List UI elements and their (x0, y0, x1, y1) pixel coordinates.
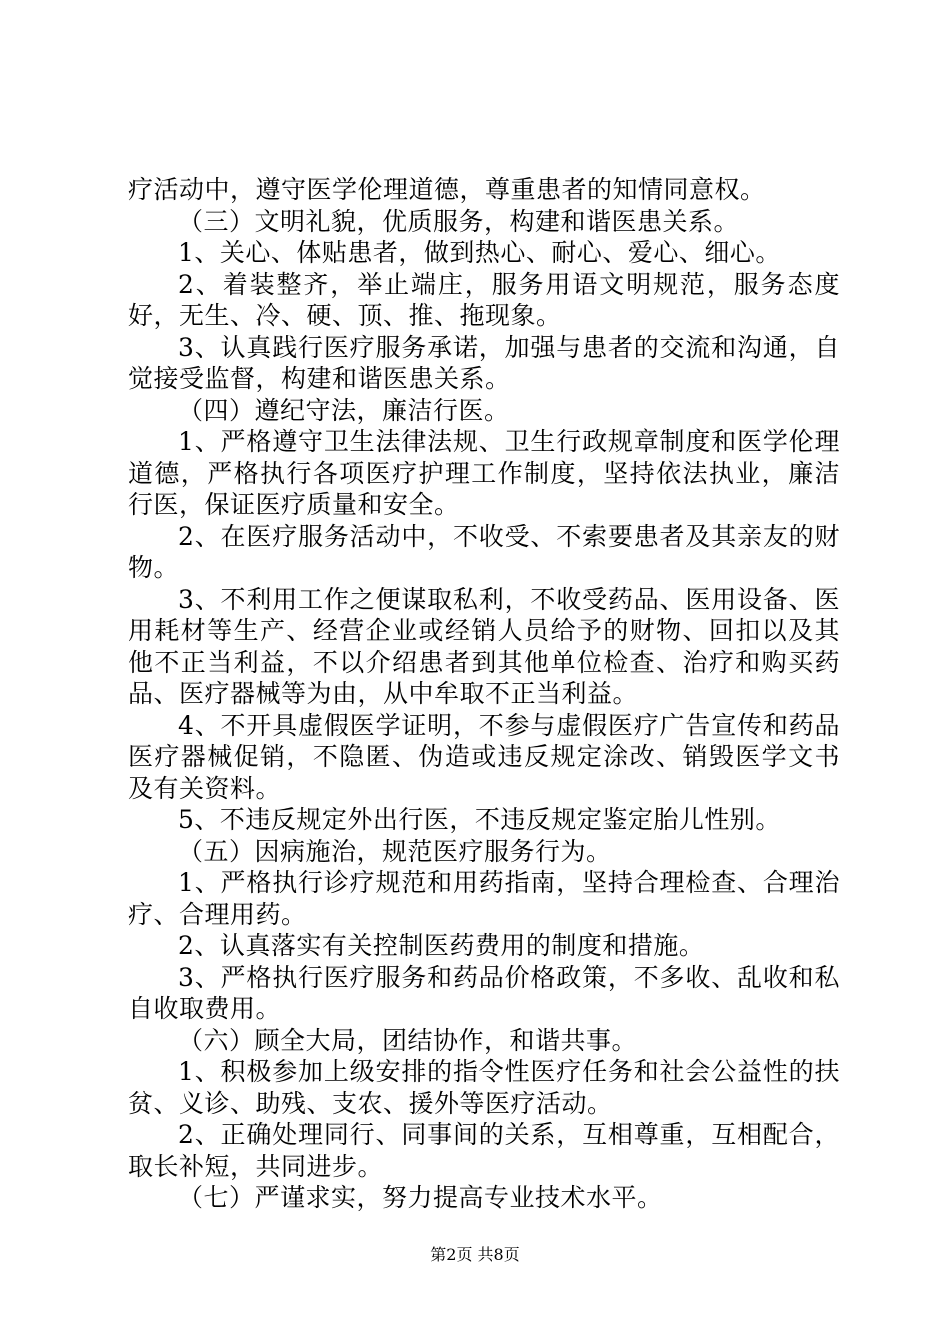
paragraph-item: 3、认真践行医疗服务承诺，加强与患者的交流和沟通，自觉接受监督，构建和谐医患关系。 (128, 332, 840, 393)
paragraph-item: 2、正确处理同行、同事间的关系，互相尊重，互相配合，取长补短，共同进步。 (128, 1120, 840, 1181)
paragraph-item: 1、积极参加上级安排的指令性医疗任务和社会公益性的扶贫、义诊、助残、支农、援外等医疗活动。 (128, 1057, 840, 1118)
paragraph-item: 2、在医疗服务活动中，不收受、不索要患者及其亲友的财物。 (128, 521, 840, 582)
section-heading-7: （七）严谨求实，努力提高专业技术水平。 (178, 1183, 663, 1212)
paragraph-item: 3、严格执行医疗服务和药品价格政策，不多收、乱收和私自收取费用。 (128, 962, 840, 1023)
page-number-label: 第2页 共8页 (430, 1245, 520, 1264)
paragraph-item: 3、不利用工作之便谋取私利，不收受药品、医用设备、医用耗材等生产、经营企业或经销人员给予的财物、回扣以及其他不正当利益，不以介绍患者到其他单位检查、治疗和购买药品、医疗器械等为由，从中牟取不正当利益。 (128, 584, 840, 708)
paragraph-item: 4、不开具虚假医学证明，不参与虚假医疗广告宣传和药品医疗器械促销，不隐匿、伪造或违反规定涂改、销毁医学文书及有关资料。 (128, 710, 840, 803)
section-heading-3: （三）文明礼貌，优质服务，构建和谐医患关系。 (178, 206, 740, 236)
paragraph-item: 2、着装整齐，举止端庄，服务用语文明规范，服务态度好，无生、冷、硬、顶、推、拖现象。 (128, 269, 840, 330)
section-heading-6: （六）顾全大局，团结协作，和谐共事。 (178, 1025, 638, 1055)
section-heading-4: （四）遵纪守法，廉洁行医。 (178, 395, 510, 425)
paragraph-item: 1、严格执行诊疗规范和用药指南，坚持合理检查、合理治疗、合理用药。 (128, 868, 840, 929)
paragraph-item: 5、不违反规定外出行医，不违反规定鉴定胎儿性别。 (178, 805, 781, 834)
document-body (128, 174, 840, 1214)
paragraph-item: 1、严格遵守卫生法律法规、卫生行政规章制度和医学伦理道德，严格执行各项医疗护理工作制度，坚持依法执业，廉洁行医，保证医疗质量和安全。 (128, 427, 840, 519)
paragraph-item: 1、关心、体贴患者，做到热心、耐心、爱心、细心。 (178, 238, 781, 267)
section-heading-5: （五）因病施治，规范医疗服务行为。 (178, 836, 612, 866)
paragraph-item: 2、认真落实有关控制医药费用的制度和措施。 (178, 931, 705, 960)
page-footer (0, 1242, 950, 1265)
paragraph-continuation: 疗活动中，遵守医学伦理道德，尊重患者的知情同意权。 (128, 175, 766, 204)
